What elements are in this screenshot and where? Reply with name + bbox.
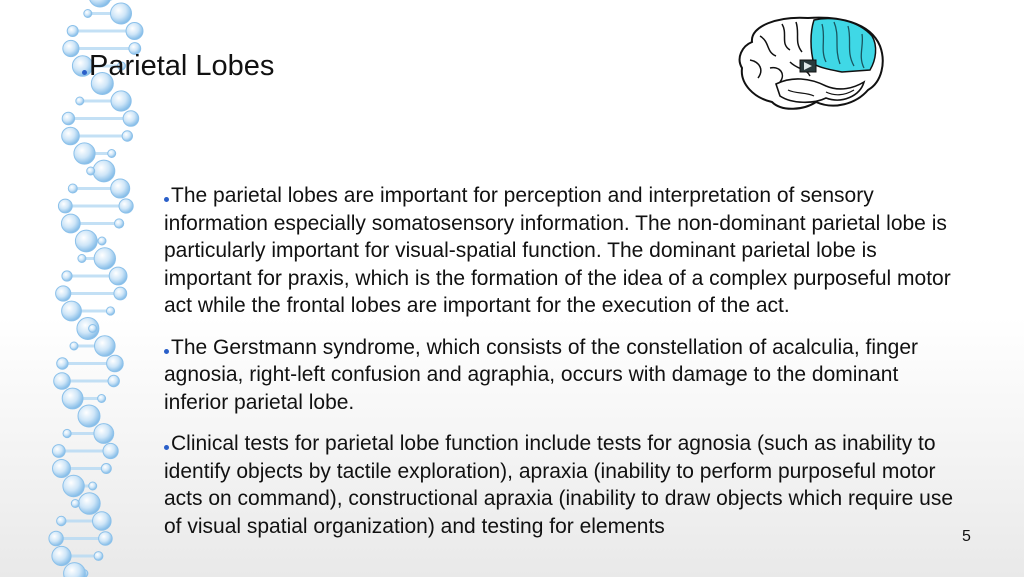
- dna-bead: [94, 424, 114, 444]
- paragraph-text: The Gerstmann syndrome, which consists of the constellation of acalculia, finger agnosia, right-left confusion and agraphia, occurs with damage to the dominant inferior parietal lobe.: [164, 335, 919, 414]
- dna-bead: [62, 112, 74, 124]
- slide-title-text: Parietal Lobes: [89, 50, 275, 82]
- dna-bead: [63, 475, 84, 496]
- dna-bead: [94, 248, 115, 269]
- dna-bead: [67, 26, 78, 37]
- title-bullet: [82, 70, 87, 75]
- dna-bead: [78, 255, 86, 263]
- dna-bead: [61, 214, 80, 233]
- dna-bead: [108, 375, 119, 386]
- dna-bead: [93, 160, 115, 182]
- dna-bead: [111, 91, 131, 111]
- bullet-icon: [164, 197, 169, 202]
- dna-bead: [101, 464, 111, 474]
- dna-bead: [56, 286, 71, 301]
- dna-bead: [52, 546, 71, 565]
- dna-bead: [114, 287, 127, 300]
- dna-bead: [62, 127, 80, 145]
- dna-bead: [64, 563, 86, 577]
- brain-parietal-highlight-icon: [730, 12, 885, 114]
- dna-bead: [126, 23, 143, 40]
- dna-bead: [89, 325, 97, 333]
- dna-bead: [94, 552, 103, 561]
- dna-bead: [58, 199, 72, 213]
- dna-bead: [68, 184, 77, 193]
- dna-bead: [103, 443, 118, 458]
- paragraph-parietal-function: [164, 182, 964, 320]
- dna-bead: [79, 493, 101, 515]
- dna-bead: [78, 405, 100, 427]
- dna-bead: [95, 336, 116, 357]
- page-number: 5: [962, 528, 971, 545]
- dna-bead: [98, 237, 106, 245]
- dna-bead: [89, 482, 97, 490]
- paragraph-gerstmann-syndrome: [164, 334, 964, 417]
- slide-content: [164, 182, 964, 554]
- paragraph-text: Clinical tests for parietal lobe function include tests for agnosia (such as inability to identify objects by tactile exploration), apraxia (inability to perform purposeful motor acts on command), constructional apraxia (inability to draw objects which require use of visual spatial organization) and testing for elements: [164, 432, 954, 538]
- dna-bead: [98, 395, 106, 403]
- dna-bead: [70, 342, 78, 350]
- dna-bead: [74, 143, 95, 164]
- dna-bead: [52, 445, 65, 458]
- dna-bead: [108, 150, 116, 158]
- paragraph-text: The parietal lobes are important for perception and interpretation of sensory information especially somatosensory information. The non-dominant parietal lobe is particularly important for visual-spatial function. The dominant parietal lobe is important for praxis, which is the formation of the idea of a complex purposeful motor act while the frontal lobes are important for the execution of the act.: [164, 184, 951, 317]
- dna-bead: [62, 271, 72, 281]
- dna-bead: [119, 199, 133, 213]
- dna-bead: [49, 531, 63, 545]
- dna-bead: [122, 131, 132, 141]
- dna-bead: [63, 40, 79, 56]
- dna-bead: [111, 3, 132, 24]
- dna-bead: [87, 167, 95, 175]
- dna-bead: [53, 460, 71, 478]
- dna-bead: [111, 179, 130, 198]
- dna-bead: [76, 97, 84, 105]
- dna-bead: [62, 301, 82, 321]
- paragraph-clinical-tests: [164, 430, 964, 540]
- dna-bead: [57, 358, 68, 369]
- dna-bead: [75, 230, 97, 252]
- bullet-icon: [164, 445, 169, 450]
- dna-bead: [54, 373, 71, 390]
- dna-bead: [89, 0, 111, 7]
- dna-bead: [84, 10, 92, 18]
- dna-bead: [57, 516, 66, 525]
- slide-title: [82, 50, 274, 83]
- dna-bead: [123, 111, 139, 127]
- dna-bead: [71, 500, 79, 508]
- dna-bead: [62, 388, 83, 409]
- dna-bead: [109, 267, 127, 285]
- bullet-icon: [164, 349, 169, 354]
- dna-bead: [107, 355, 124, 372]
- dna-bead: [99, 532, 113, 546]
- dna-bead: [106, 307, 114, 315]
- dna-bead: [63, 429, 71, 437]
- dna-bead: [93, 512, 112, 531]
- dna-bead: [115, 219, 124, 228]
